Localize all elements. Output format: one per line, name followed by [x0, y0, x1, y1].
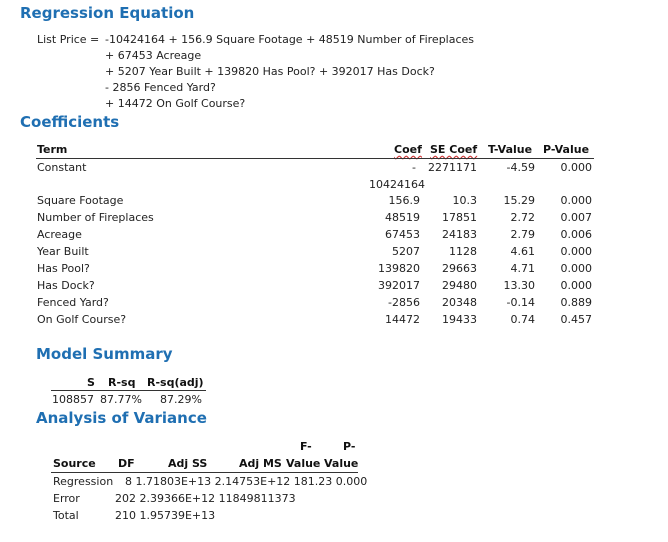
col-header-term: Term — [37, 143, 68, 156]
row-coef: -2856 — [388, 296, 420, 309]
anova-header-f-value: Value — [286, 457, 321, 470]
row-t: 13.30 — [503, 279, 535, 292]
row-p: 0.000 — [560, 245, 592, 258]
summary-value-s: 108857 — [52, 393, 94, 406]
col-header-p-value: P-Value — [543, 143, 590, 156]
row-term: Square Footage — [37, 194, 124, 207]
anova-row-source: Regression — [53, 475, 114, 488]
row-se: 20348 — [442, 296, 477, 309]
row-coef: 48519 — [385, 211, 420, 224]
row-coef: 156.9 — [388, 194, 420, 207]
equation-line-2: + 67453 Acreage — [105, 49, 202, 62]
constant-coef-sign: - — [412, 161, 416, 174]
constant-coef-value: 10424164 — [369, 178, 425, 191]
summary-header-rule — [51, 390, 206, 391]
row-coef: 14472 — [385, 313, 420, 326]
row-se: 10.3 — [452, 194, 477, 207]
summary-value-rsq-adj: 87.29% — [160, 393, 202, 406]
model-summary-title: Model Summary — [36, 345, 173, 363]
equation-line-5: + 14472 On Golf Course? — [105, 97, 246, 110]
row-term: Number of Fireplaces — [37, 211, 154, 224]
row-term: Acreage — [37, 228, 82, 241]
row-p: 0.000 — [560, 262, 592, 275]
col-header-t-value: T-Value — [488, 143, 533, 156]
constant-term: Constant — [37, 161, 87, 174]
constant-se: 2271171 — [428, 161, 477, 174]
row-coef: 67453 — [385, 228, 420, 241]
row-se: 29663 — [442, 262, 477, 275]
equation-line-1: -10424164 + 156.9 Square Footage + 48519 Number of Fireplaces — [105, 33, 475, 46]
anova-row-values: 210 1.95739E+13 — [115, 509, 216, 522]
anova-row-values: 8 1.71803E+13 2.14753E+12 181.23 0.000 — [125, 475, 368, 488]
equation-line-3: + 5207 Year Built + 139820 Has Pool? + 392017 Has Dock? — [105, 65, 435, 78]
row-term: On Golf Course? — [37, 313, 127, 326]
row-coef: 392017 — [378, 279, 420, 292]
row-coef: 5207 — [392, 245, 420, 258]
coefficients-title: Coefficients — [20, 113, 120, 131]
row-term: Has Dock? — [37, 279, 95, 292]
col-header-se-coef: SE Coef — [430, 143, 478, 156]
constant-p: 0.000 — [560, 161, 592, 174]
anova-header-source: Source — [53, 457, 96, 470]
regression-equation-title: Regression Equation — [20, 4, 195, 22]
row-p: 0.457 — [560, 313, 592, 326]
row-t: 15.29 — [503, 194, 535, 207]
row-t: 0.74 — [510, 313, 535, 326]
summary-header-rsq: R-sq — [108, 376, 136, 389]
anova-header-df: DF — [118, 457, 135, 470]
summary-header-s: S — [87, 376, 95, 389]
coefficients-header-rule — [36, 158, 594, 159]
row-term: Year Built — [37, 245, 89, 258]
anova-header-f-top: F- — [300, 440, 312, 453]
anova-row-source: Error — [53, 492, 80, 505]
row-term: Fenced Yard? — [37, 296, 109, 309]
col-header-coef: Coef — [394, 143, 422, 156]
anova-title: Analysis of Variance — [36, 409, 207, 427]
row-p: 0.889 — [560, 296, 592, 309]
row-p: 0.000 — [560, 194, 592, 207]
row-t: 2.72 — [510, 211, 535, 224]
anova-header-p-top: P- — [343, 440, 356, 453]
equation-equals: = — [90, 33, 100, 46]
row-se: 24183 — [442, 228, 477, 241]
row-se: 17851 — [442, 211, 477, 224]
row-t: 4.71 — [510, 262, 535, 275]
anova-header-adj-ss: Adj SS — [168, 457, 208, 470]
row-t: 4.61 — [510, 245, 535, 258]
row-p: 0.000 — [560, 279, 592, 292]
anova-row-values: 202 2.39366E+12 11849811373 — [115, 492, 296, 505]
row-coef: 139820 — [378, 262, 420, 275]
row-se: 29480 — [442, 279, 477, 292]
constant-t: -4.59 — [506, 161, 535, 174]
anova-row-source: Total — [53, 509, 79, 522]
equation-lhs: List Price — [37, 33, 87, 46]
row-se: 19433 — [442, 313, 477, 326]
anova-header-rule — [51, 472, 358, 473]
anova-header-p-value: Value — [324, 457, 359, 470]
row-t: 2.79 — [510, 228, 535, 241]
anova-header-adj-ms: Adj MS — [239, 457, 282, 470]
equation-line-4: - 2856 Fenced Yard? — [105, 81, 216, 94]
row-se: 1128 — [449, 245, 477, 258]
summary-value-rsq: 87.77% — [100, 393, 142, 406]
row-term: Has Pool? — [37, 262, 90, 275]
row-t: -0.14 — [506, 296, 535, 309]
row-p: 0.007 — [560, 211, 592, 224]
summary-header-rsq-adj: R-sq(adj) — [147, 376, 204, 389]
row-p: 0.006 — [560, 228, 592, 241]
